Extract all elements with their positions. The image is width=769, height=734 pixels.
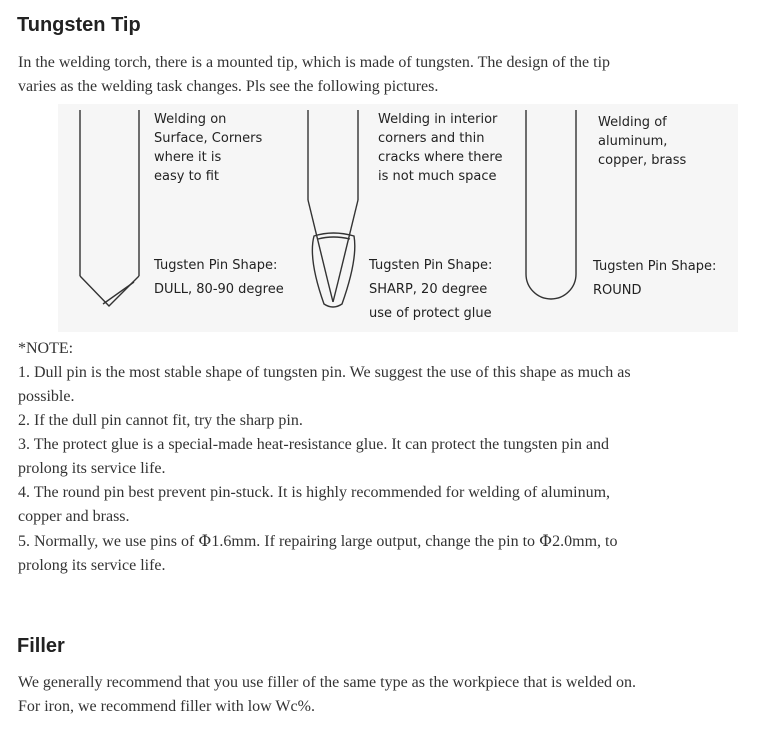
note-item: copper and brass. (18, 508, 130, 525)
tip-intro-paragraph (18, 51, 758, 99)
sharp-pin-shape-label: Tugsten Pin Shape: SHARP, 20 degree use of protect glue (369, 258, 493, 321)
filler-heading: Filler (17, 635, 65, 657)
filler-line: For iron, we recommend filler with low Wc%. (18, 698, 315, 715)
note-item: 4. The round pin best prevent pin-stuck. It is highly recommended for welding of aluminum, (18, 484, 611, 501)
dull-pin-use-label: Welding on Surface, Corners where it is easy to fit (154, 112, 263, 184)
notes-block (18, 337, 758, 578)
note-item: 5. Normally, we use pins of Φ1.6mm. If repairing large output, change the pin to Φ2.0mm, to (18, 531, 618, 550)
note-item: possible. (18, 388, 75, 405)
diameter-symbol: Φ (539, 531, 553, 550)
tungsten-pin-shapes-diagram (58, 104, 738, 332)
diameter-symbol: Φ (198, 531, 212, 550)
filler-line: We generally recommend that you use filler of the same type as the workpiece that is welded on. (18, 674, 637, 691)
note-item: 3. The protect glue is a special-made heat-resistance glue. It can protect the tungsten pin and (18, 436, 610, 453)
note-item: prolong its service life. (18, 460, 166, 477)
notes-title: *NOTE: (18, 340, 74, 357)
tip-intro-line: In the welding torch, there is a mounted tip, which is made of tungsten. The design of the tip (18, 54, 611, 71)
dull-pin-drawing (80, 110, 139, 306)
dull-pin-shape-label: Tugsten Pin Shape: DULL, 80-90 degree (154, 258, 284, 297)
tungsten-tip-heading: Tungsten Tip (17, 14, 141, 36)
round-pin-shape-label: Tugsten Pin Shape: ROUND (593, 259, 717, 298)
tip-intro-line: varies as the welding task changes. Pls see the following pictures. (18, 78, 439, 95)
sharp-pin-drawing (308, 110, 358, 307)
note-item: prolong its service life. (18, 557, 166, 574)
filler-paragraph (18, 671, 758, 719)
note-item: 2. If the dull pin cannot fit, try the sharp pin. (18, 412, 303, 429)
sharp-pin-use-label: Welding in interior corners and thin cracks where there is not much space (378, 112, 503, 184)
note-item: 1. Dull pin is the most stable shape of tungsten pin. We suggest the use of this shape as much as (18, 364, 631, 381)
round-pin-drawing (526, 110, 576, 299)
round-pin-use-label: Welding of aluminum, copper, brass (598, 115, 687, 168)
